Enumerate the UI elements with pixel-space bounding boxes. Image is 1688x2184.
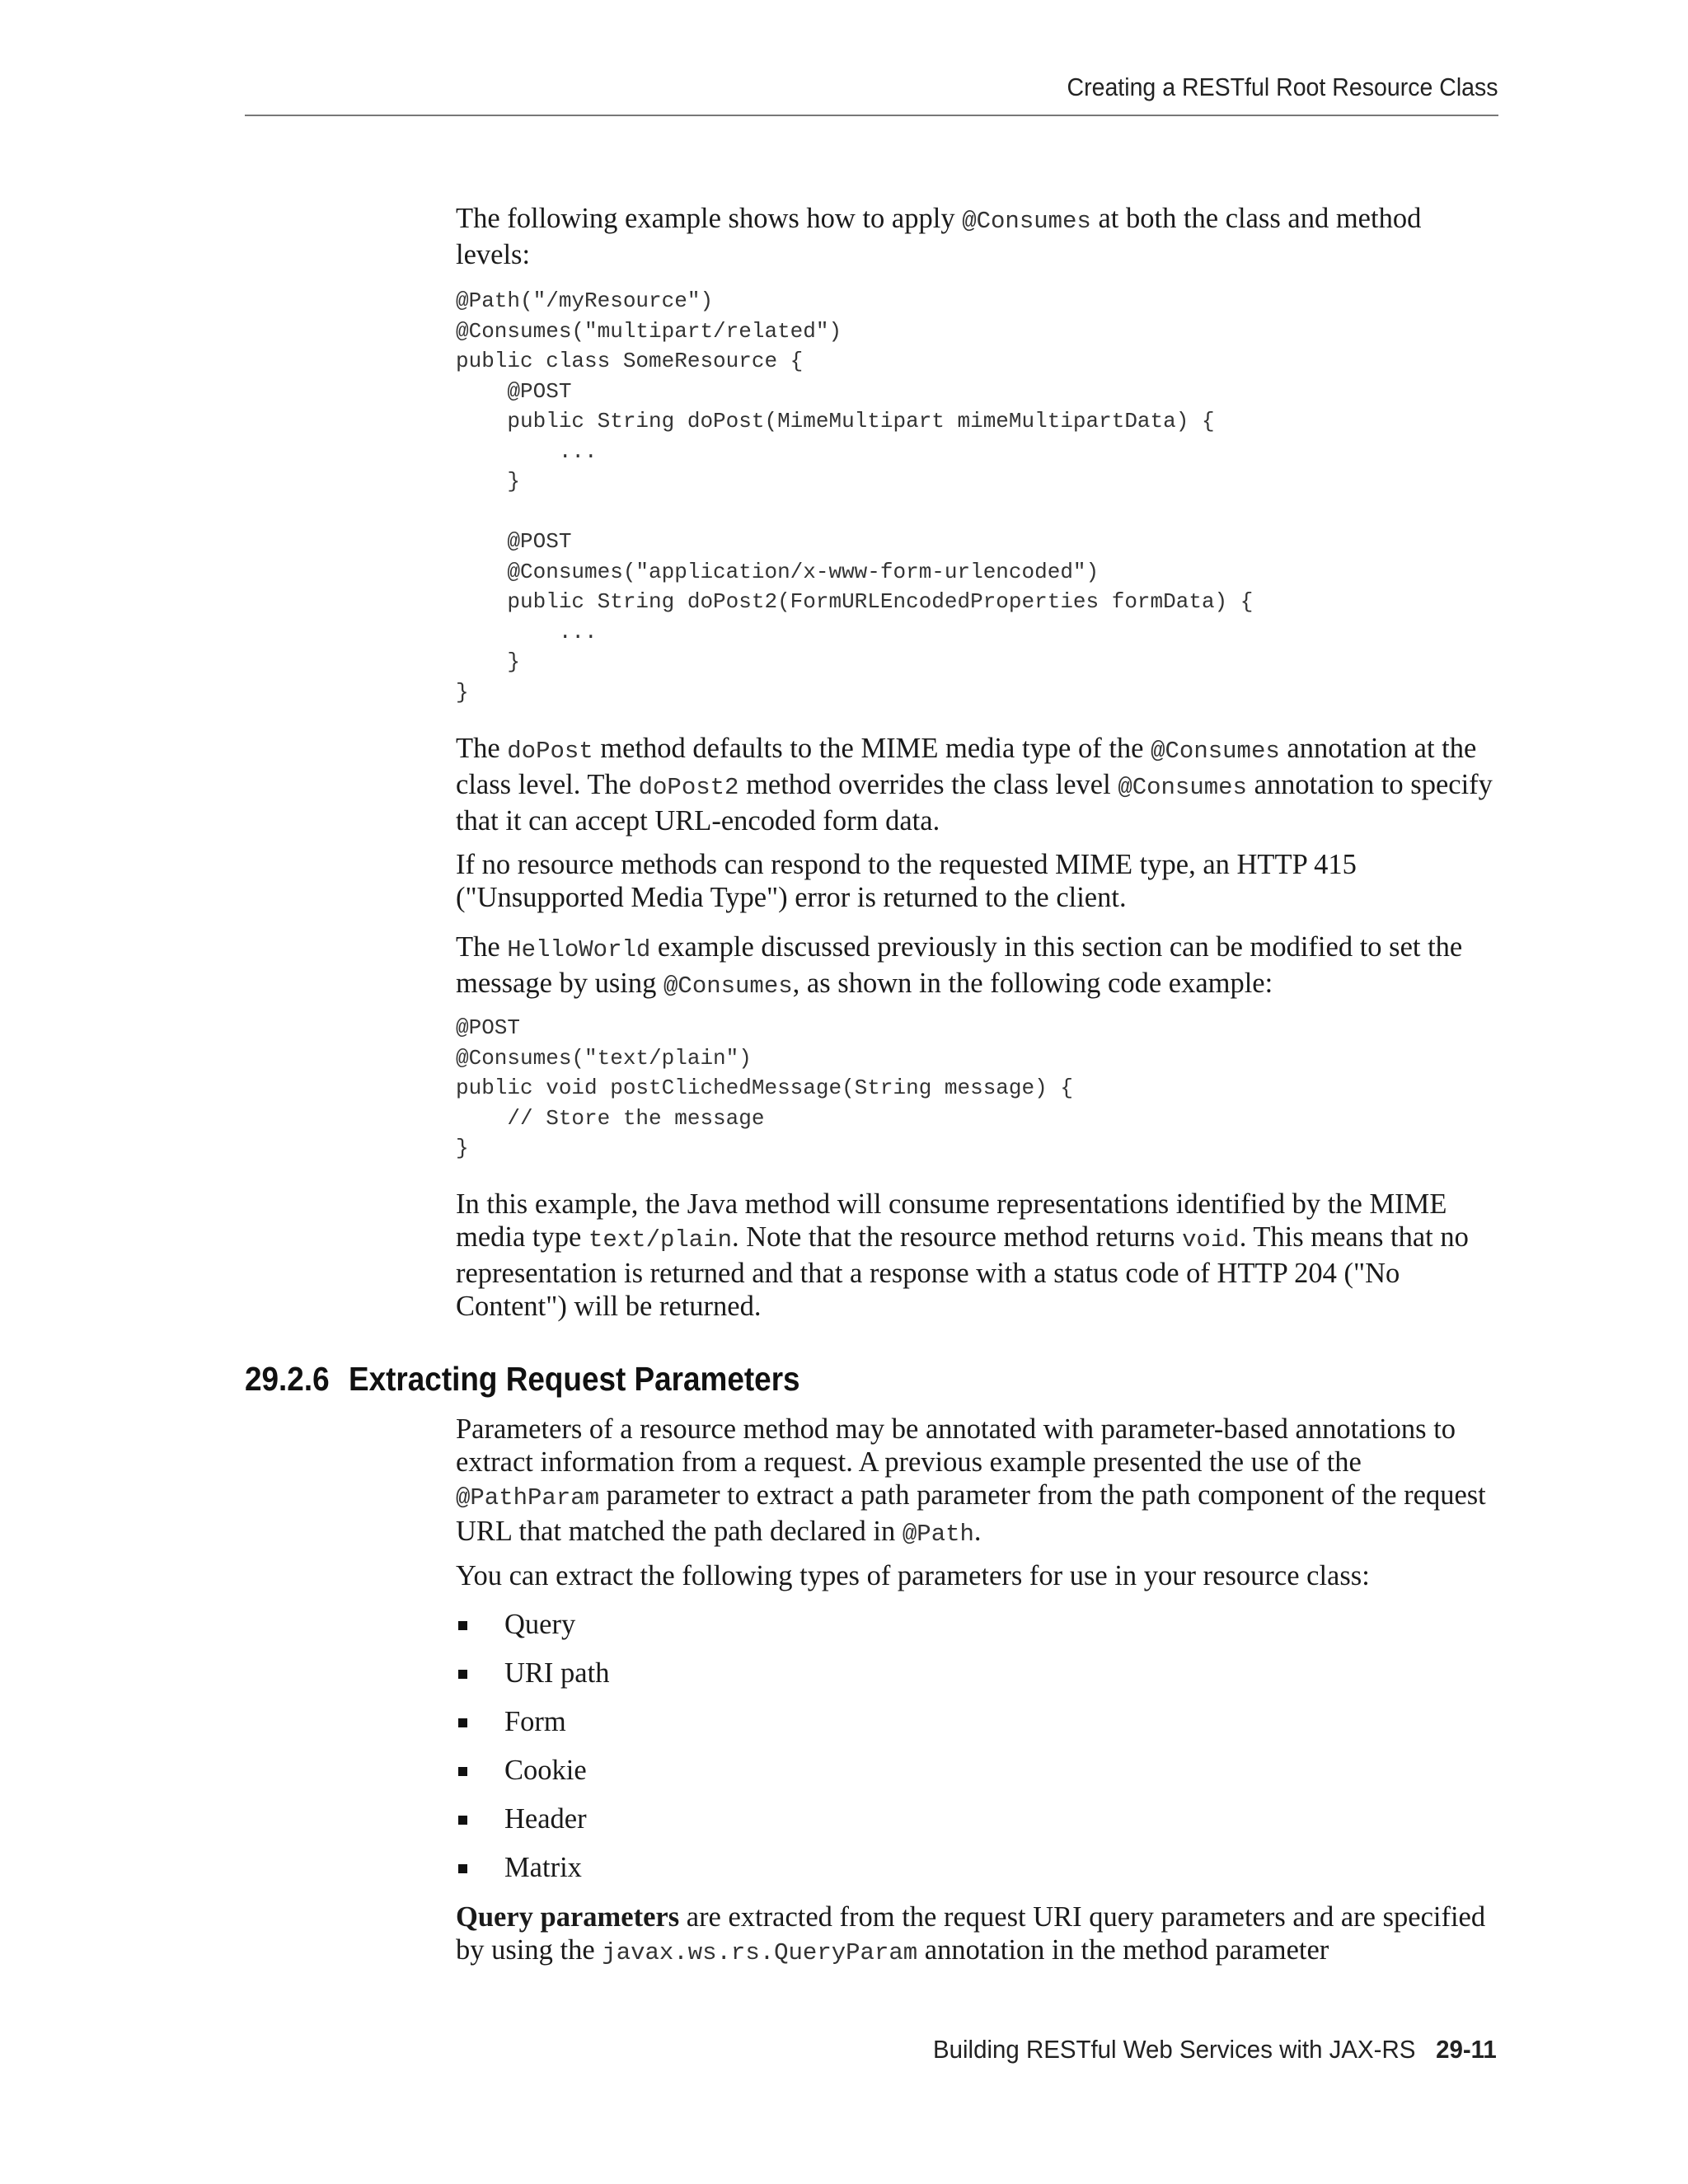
parameter-type-list bbox=[456, 1608, 1498, 1900]
bullet-square-icon bbox=[458, 1670, 467, 1679]
paragraph-do-post-defaults: The doPost method defaults to the MIME media type of the @Consumes annotation at the class level. The doPost2 method overrides the class level @Consumes annotation to specify that it can accept URL-encoded form data. bbox=[456, 733, 1493, 837]
bullet-square-icon bbox=[458, 1816, 467, 1825]
bullet-square-icon bbox=[458, 1864, 467, 1873]
header-rule bbox=[245, 115, 1498, 116]
bullet-square-icon bbox=[458, 1621, 467, 1630]
intro-paragraph: The following example shows how to apply @Consumes at both the class and method levels: bbox=[456, 203, 1422, 270]
list-item: Form bbox=[456, 1705, 1498, 1754]
paragraph-parameter-types: You can extract the following types of parameters for use in your resource class: bbox=[456, 1560, 1370, 1591]
footer-title: Building RESTful Web Services with JAX-RS bbox=[933, 2035, 1416, 2064]
code-listing-1: @Path("/myResource") @Consumes("multipart/related") public class SomeResource { @POST public String doPost(MimeMultipart mimeMultipartData) { ... } @POST @Consumes("application/x-www-form-urlencoded") public String doPost2(FormURLEncodedProperties formData) { ... } } bbox=[456, 288, 1254, 705]
section-number: 29.2.6 bbox=[245, 1360, 330, 1398]
running-header: Creating a RESTful Root Resource Class bbox=[1067, 73, 1498, 101]
bullet-square-icon bbox=[458, 1718, 467, 1727]
code-block-post-cliched bbox=[456, 1013, 1498, 1164]
section-title: Extracting Request Parameters bbox=[349, 1360, 800, 1398]
list-item: URI path bbox=[456, 1657, 1498, 1705]
paragraph-helloworld: The HelloWorld example discussed previously in this section can be modified to set the message by using @Consumes, as shown in the following code example: bbox=[456, 931, 1463, 1000]
page-footer bbox=[933, 2035, 1497, 2064]
section-heading bbox=[245, 1360, 800, 1399]
bullet-square-icon bbox=[458, 1767, 467, 1776]
list-item: Header bbox=[456, 1802, 1498, 1851]
code-block-some-resource bbox=[456, 286, 1498, 707]
paragraph-query-parameters: Query parameters are extracted from the request URI query parameters and are specified by using the javax.ws.rs.QueryParam annotation in the method parameter bbox=[456, 1901, 1486, 1966]
code-listing-2: @POST @Consumes("text/plain") public void postClichedMessage(String message) { // Store the message } bbox=[456, 1015, 1073, 1160]
paragraph-resource-parameters: Parameters of a resource method may be annotated with parameter-based annotations to extract information from a request. A previous example presented the use of the @PathParam parameter to extract a path parameter from the path component of the request URL that matched the path declared in @Path. bbox=[456, 1413, 1486, 1548]
paragraph-java-method: In this example, the Java method will consume representations identified by the MIME media type text/plain. Note that the resource method returns void. This means that no representation is returned and that a response with a status code of HTTP 204 ("No Content") will be returned. bbox=[456, 1188, 1469, 1322]
list-item: Cookie bbox=[456, 1754, 1498, 1802]
list-item: Matrix bbox=[456, 1851, 1498, 1900]
page-number: 29-11 bbox=[1436, 2035, 1497, 2064]
paragraph-http-415: If no resource methods can respond to the requested MIME type, an HTTP 415 ("Unsupported Media Type") error is returned to the client. bbox=[456, 849, 1357, 913]
list-item: Query bbox=[456, 1608, 1498, 1657]
